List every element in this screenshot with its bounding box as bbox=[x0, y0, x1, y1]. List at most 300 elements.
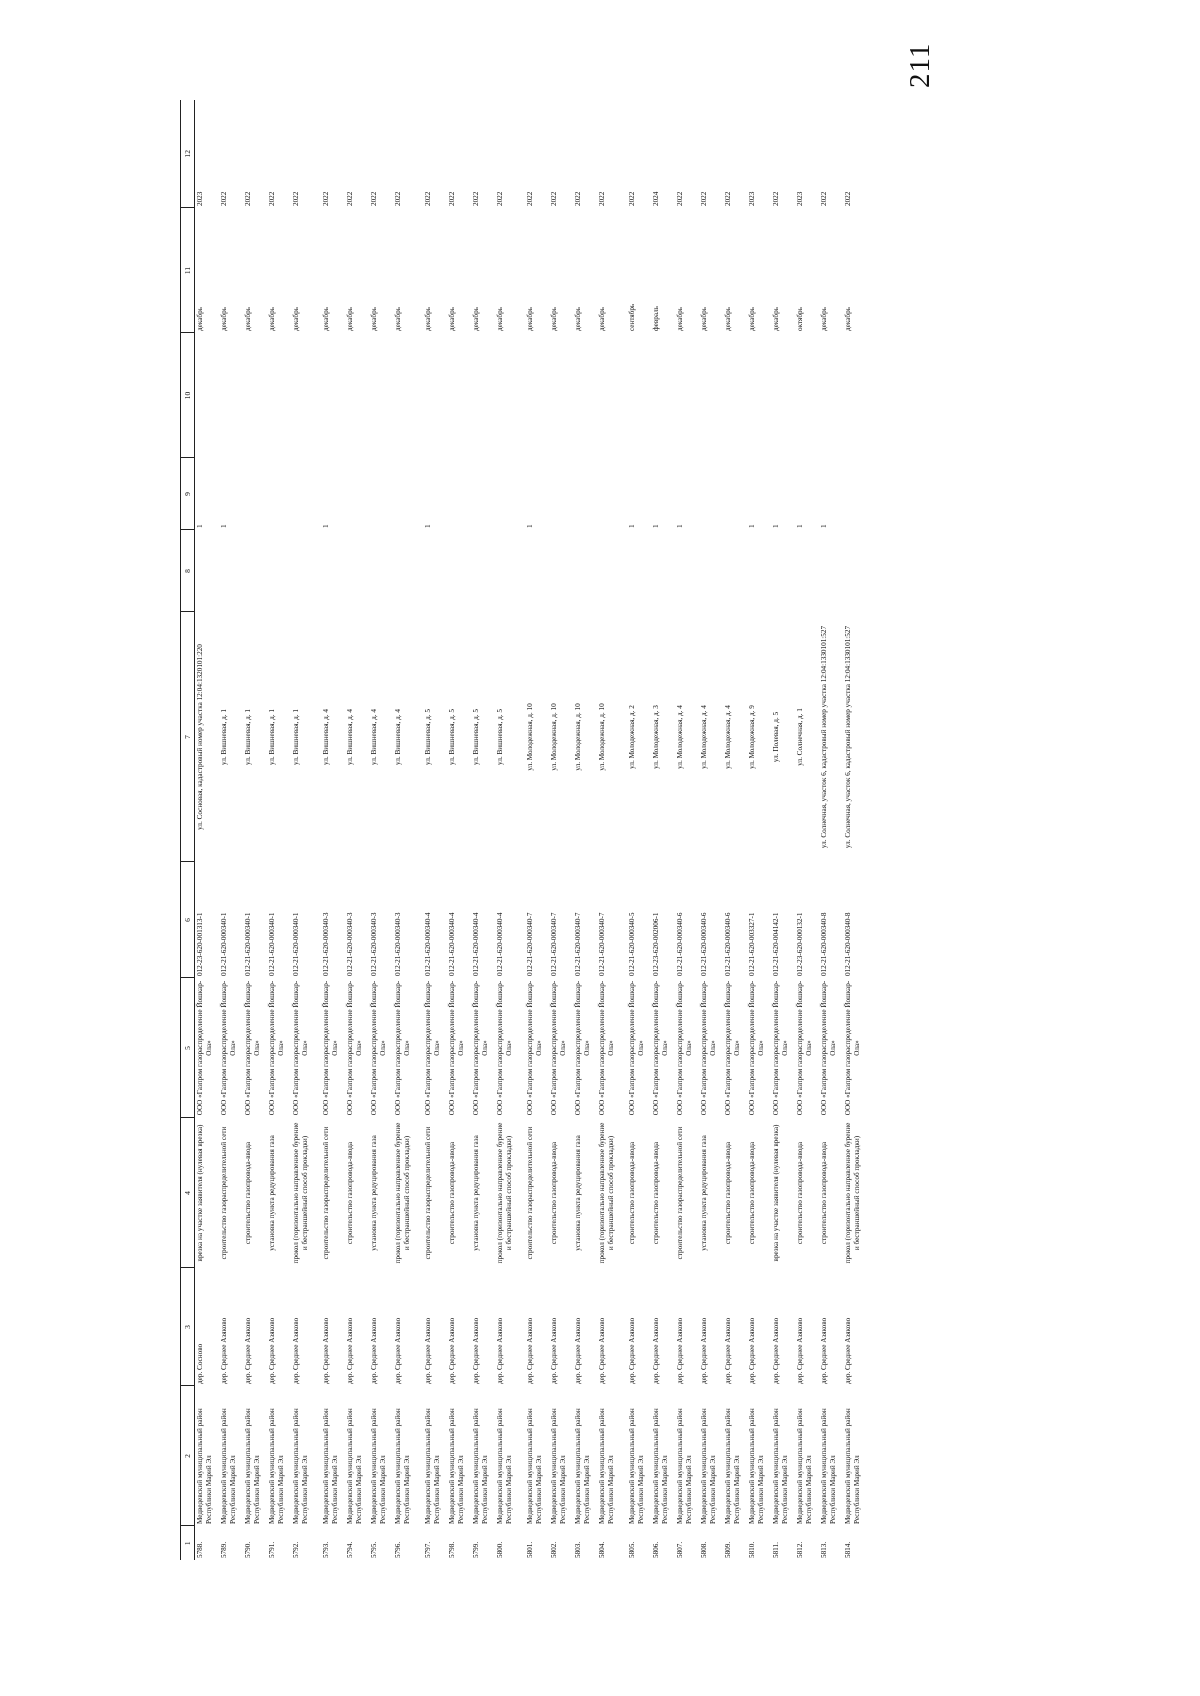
row-number: 5791. bbox=[268, 1541, 276, 1558]
table-row bbox=[417, 100, 447, 1560]
table-row bbox=[597, 100, 621, 1560]
year-cell: 2022 bbox=[292, 191, 300, 206]
year-cell: 2022 bbox=[472, 191, 480, 206]
district-cell: Медведевский муниципальный район Республики Марий Эл bbox=[346, 1408, 363, 1524]
address-cell: ул. Солнечная, участок 6, кадастровый номер участка 12:04:1330101:527 bbox=[844, 625, 852, 849]
year-cell: 2022 bbox=[598, 191, 606, 206]
work-type-cell: строительство газопровода-ввода bbox=[448, 1141, 456, 1245]
month-cell: декабрь bbox=[676, 307, 684, 331]
count-cell: 1 bbox=[796, 524, 804, 528]
table-row bbox=[843, 100, 867, 1560]
address-cell: ул. Полевая, д. 5 bbox=[772, 711, 780, 763]
table-row bbox=[369, 100, 393, 1560]
work-type-cell: установка пункта редуцирования газа bbox=[268, 1135, 276, 1251]
count-cell bbox=[843, 458, 867, 530]
column-10-cell bbox=[675, 333, 699, 458]
count-cell bbox=[573, 458, 597, 530]
table-row bbox=[447, 100, 471, 1560]
district-cell: Медведевский муниципальный район Республики Марий Эл bbox=[748, 1408, 765, 1524]
month-cell: декабрь bbox=[244, 307, 252, 331]
row-number: 5813. bbox=[820, 1541, 828, 1558]
row-number: 5792. bbox=[292, 1541, 300, 1558]
month-cell: декабрь bbox=[370, 307, 378, 331]
village-cell: дер. Среднее Азяково bbox=[598, 1317, 606, 1384]
row-number: 5800. bbox=[496, 1541, 504, 1558]
column-8-cell bbox=[345, 530, 369, 612]
count-cell bbox=[723, 458, 747, 530]
village-cell: дер. Среднее Азяково bbox=[346, 1317, 354, 1384]
village-cell: дер. Среднее Азяково bbox=[370, 1317, 378, 1384]
table-row bbox=[621, 100, 651, 1560]
year-cell: 2022 bbox=[322, 191, 330, 206]
application-code-cell: 012-21-620-000340-4 bbox=[448, 912, 456, 976]
row-number: 5811. bbox=[772, 1542, 780, 1558]
village-cell: дер. Среднее Азяково bbox=[844, 1317, 852, 1384]
organization-cell: ООО «Газпром газораспределение Йошкар-Ола» bbox=[268, 980, 285, 1116]
work-type-cell: врезка на участке заявителя (нулевая врезка) bbox=[772, 1124, 780, 1262]
column-8-cell bbox=[471, 530, 495, 612]
header-cell: 6 bbox=[181, 862, 195, 978]
header-cell: 9 bbox=[181, 458, 195, 530]
column-10-cell bbox=[345, 333, 369, 458]
column-10-cell bbox=[417, 333, 447, 458]
column-8-cell bbox=[699, 530, 723, 612]
village-cell: дер. Среднее Азяково bbox=[292, 1317, 300, 1384]
application-code-cell: 012-21-620-000340-1 bbox=[292, 912, 300, 976]
address-cell: ул. Молодежная, д. 10 bbox=[574, 703, 582, 771]
work-type-cell: строительство газораспределительной сети bbox=[322, 1126, 330, 1260]
column-8-cell bbox=[771, 530, 795, 612]
work-type-cell: установка пункта редуцирования газа bbox=[472, 1135, 480, 1251]
work-type-cell: строительство газораспределительной сети bbox=[424, 1126, 432, 1260]
district-cell: Медведевский муниципальный район Республики Марий Эл bbox=[652, 1408, 669, 1524]
application-code-cell: 012-21-620-003327-1 bbox=[748, 912, 756, 976]
district-cell: Медведевский муниципальный район Республики Марий Эл bbox=[220, 1408, 237, 1524]
count-cell bbox=[597, 458, 621, 530]
month-cell: декабрь bbox=[724, 307, 732, 331]
count-cell: 1 bbox=[628, 524, 636, 528]
organization-cell: ООО «Газпром газораспределение Йошкар-Ола» bbox=[796, 980, 813, 1116]
count-cell bbox=[291, 458, 315, 530]
year-cell: 2022 bbox=[346, 191, 354, 206]
row-number: 5807. bbox=[676, 1541, 684, 1558]
work-type-cell: строительство газораспределительной сети bbox=[676, 1126, 684, 1260]
application-code-cell: 012-21-620-000340-7 bbox=[574, 912, 582, 976]
header-cell: 5 bbox=[181, 978, 195, 1118]
work-type-cell: прокол (горизонтально направленное бурение и бестраншейный способ прокладки) bbox=[292, 1122, 309, 1264]
table-row bbox=[699, 100, 723, 1560]
column-8-cell bbox=[651, 530, 675, 612]
organization-cell: ООО «Газпром газораспределение Йошкар-Ола» bbox=[628, 980, 645, 1116]
village-cell: дер. Среднее Азяково bbox=[244, 1317, 252, 1384]
year-cell: 2022 bbox=[700, 191, 708, 206]
organization-cell: ООО «Газпром газораспределение Йошкар-Ола» bbox=[322, 980, 339, 1116]
application-code-cell: 012-21-620-000340-3 bbox=[394, 912, 402, 976]
count-cell: 1 bbox=[676, 524, 684, 528]
count-cell: 1 bbox=[196, 524, 204, 528]
count-cell: 1 bbox=[820, 524, 828, 528]
month-cell: декабрь bbox=[292, 307, 300, 331]
table-row bbox=[819, 100, 843, 1560]
application-code-cell: 012-21-620-000340-5 bbox=[628, 912, 636, 976]
village-cell: дер. Среднее Азяково bbox=[424, 1317, 432, 1384]
month-cell: декабрь bbox=[574, 307, 582, 331]
row-number: 5806. bbox=[652, 1541, 660, 1558]
column-8-cell bbox=[315, 530, 345, 612]
column-8-cell bbox=[597, 530, 621, 612]
row-number: 5810. bbox=[748, 1541, 756, 1558]
page-number: 211 bbox=[904, 42, 936, 88]
work-type-cell: прокол (горизонтально направленное бурение и бестраншейный способ прокладки) bbox=[394, 1122, 411, 1264]
count-cell bbox=[267, 458, 291, 530]
row-number: 5814. bbox=[844, 1541, 852, 1558]
row-number: 5802. bbox=[550, 1541, 558, 1558]
year-cell: 2022 bbox=[820, 191, 828, 206]
organization-cell: ООО «Газпром газораспределение Йошкар-Ола» bbox=[598, 980, 615, 1116]
column-8-cell bbox=[549, 530, 573, 612]
organization-cell: ООО «Газпром газораспределение Йошкар-Ола» bbox=[772, 980, 789, 1116]
month-cell: декабрь bbox=[844, 307, 852, 331]
column-8-cell bbox=[675, 530, 699, 612]
organization-cell: ООО «Газпром газораспределение Йошкар-Ола» bbox=[700, 980, 717, 1116]
month-cell: декабрь bbox=[472, 307, 480, 331]
address-cell: ул. Вишневая, д. 5 bbox=[472, 709, 480, 765]
row-number: 5812. bbox=[796, 1541, 804, 1558]
village-cell: дер. Среднее Азяково bbox=[748, 1317, 756, 1384]
column-8-cell bbox=[369, 530, 393, 612]
work-type-cell: строительство газопровода-ввода bbox=[724, 1141, 732, 1245]
month-cell: декабрь bbox=[700, 307, 708, 331]
year-cell: 2022 bbox=[676, 191, 684, 206]
address-cell: ул. Вишневая, д. 5 bbox=[496, 709, 504, 765]
organization-cell: ООО «Газпром газораспределение Йошкар-Ола» bbox=[724, 980, 741, 1116]
month-cell: февраль bbox=[652, 306, 660, 331]
address-cell: ул. Молодежная, д. 10 bbox=[550, 703, 558, 771]
organization-cell: ООО «Газпром газораспределение Йошкар-Ола» bbox=[472, 980, 489, 1116]
column-10-cell bbox=[471, 333, 495, 458]
year-cell: 2022 bbox=[724, 191, 732, 206]
month-cell: сентябрь bbox=[628, 303, 636, 331]
district-cell: Медведевский муниципальный район Республики Марий Эл bbox=[496, 1408, 513, 1524]
header-cell: 2 bbox=[181, 1386, 195, 1526]
column-8-cell bbox=[621, 530, 651, 612]
row-number: 5808. bbox=[700, 1541, 708, 1558]
month-cell: декабрь bbox=[268, 307, 276, 331]
village-cell: дер. Среднее Азяково bbox=[574, 1317, 582, 1384]
year-cell: 2022 bbox=[844, 191, 852, 206]
work-type-cell: прокол (горизонтально направленное бурение и бестраншейный способ прокладки) bbox=[598, 1122, 615, 1264]
district-cell: Медведевский муниципальный район Республики Марий Эл bbox=[700, 1408, 717, 1524]
column-10-cell bbox=[771, 333, 795, 458]
table-row bbox=[771, 100, 795, 1560]
organization-cell: ООО «Газпром газораспределение Йошкар-Ола» bbox=[220, 980, 237, 1116]
year-cell: 2022 bbox=[370, 191, 378, 206]
village-cell: дер. Среднее Азяково bbox=[472, 1317, 480, 1384]
column-8-cell bbox=[447, 530, 471, 612]
district-cell: Медведевский муниципальный район Республики Марий Эл bbox=[526, 1408, 543, 1524]
year-cell: 2023 bbox=[196, 191, 204, 206]
month-cell: декабрь bbox=[394, 307, 402, 331]
year-cell: 2022 bbox=[268, 191, 276, 206]
application-code-cell: 012-21-620-000340-7 bbox=[598, 912, 606, 976]
district-cell: Медведевский муниципальный район Республики Марий Эл bbox=[844, 1408, 861, 1524]
header-cell: 3 bbox=[181, 1268, 195, 1386]
row-number: 5794. bbox=[346, 1541, 354, 1558]
organization-cell: ООО «Газпром газораспределение Йошкар-Ола» bbox=[448, 980, 465, 1116]
table-row bbox=[651, 100, 675, 1560]
column-8-cell bbox=[495, 530, 519, 612]
column-8-cell bbox=[723, 530, 747, 612]
column-10-cell bbox=[291, 333, 315, 458]
count-cell bbox=[495, 458, 519, 530]
organization-cell: ООО «Газпром газораспределение Йошкар-Ола» bbox=[394, 980, 411, 1116]
column-8-cell bbox=[243, 530, 267, 612]
row-number: 5798. bbox=[448, 1541, 456, 1558]
count-cell bbox=[699, 458, 723, 530]
application-code-cell: 012-21-620-000340-3 bbox=[322, 912, 330, 976]
column-10-cell bbox=[597, 333, 621, 458]
year-cell: 2022 bbox=[448, 191, 456, 206]
year-cell: 2022 bbox=[550, 191, 558, 206]
address-cell: ул. Вишневая, д. 4 bbox=[346, 709, 354, 765]
application-code-cell: 012-21-620-000340-8 bbox=[820, 912, 828, 976]
application-code-cell: 012-21-620-000340-4 bbox=[472, 912, 480, 976]
count-cell: 1 bbox=[772, 524, 780, 528]
application-code-cell: 012-21-620-000340-6 bbox=[676, 912, 684, 976]
count-cell bbox=[393, 458, 417, 530]
column-10-cell bbox=[219, 333, 243, 458]
column-8-cell bbox=[819, 530, 843, 612]
month-cell: декабрь bbox=[748, 307, 756, 331]
row-number: 5797. bbox=[424, 1541, 432, 1558]
application-code-cell: 012-21-620-000340-4 bbox=[424, 912, 432, 976]
address-cell: ул. Вишневая, д. 5 bbox=[424, 709, 432, 765]
table-row bbox=[195, 100, 220, 1560]
row-number: 5796. bbox=[394, 1541, 402, 1558]
address-cell: ул. Вишневая, д. 1 bbox=[244, 709, 252, 765]
district-cell: Медведевский муниципальный район Республики Марий Эл bbox=[196, 1408, 213, 1524]
year-cell: 2022 bbox=[424, 191, 432, 206]
month-cell: декабрь bbox=[526, 307, 534, 331]
application-code-cell: 012-21-620-000340-3 bbox=[370, 912, 378, 976]
table-header-row bbox=[181, 100, 195, 1560]
year-cell: 2022 bbox=[220, 191, 228, 206]
column-8-cell bbox=[417, 530, 447, 612]
village-cell: дер. Среднее Азяково bbox=[796, 1317, 804, 1384]
organization-cell: ООО «Газпром газораспределение Йошкар-Ола» bbox=[748, 980, 765, 1116]
organization-cell: ООО «Газпром газораспределение Йошкар-Ола» bbox=[370, 980, 387, 1116]
column-10-cell bbox=[393, 333, 417, 458]
year-cell: 2022 bbox=[772, 191, 780, 206]
column-8-cell bbox=[393, 530, 417, 612]
count-cell: 1 bbox=[652, 524, 660, 528]
year-cell: 2023 bbox=[796, 191, 804, 206]
application-code-cell: 012-21-620-000340-1 bbox=[220, 912, 228, 976]
column-10-cell bbox=[795, 333, 819, 458]
count-cell bbox=[345, 458, 369, 530]
row-number: 5795. bbox=[370, 1541, 378, 1558]
address-cell: ул. Вишневая, д. 5 bbox=[448, 709, 456, 765]
column-10-cell bbox=[267, 333, 291, 458]
organization-cell: ООО «Газпром газораспределение Йошкар-Ола» bbox=[496, 980, 513, 1116]
column-8-cell bbox=[747, 530, 771, 612]
address-cell: ул. Молодежная, д. 3 bbox=[652, 705, 660, 769]
district-cell: Медведевский муниципальный район Республики Марий Эл bbox=[628, 1408, 645, 1524]
row-number: 5803. bbox=[574, 1541, 582, 1558]
rotated-page-content bbox=[180, 100, 1050, 1560]
row-number: 5804. bbox=[598, 1541, 606, 1558]
row-number: 5801. bbox=[526, 1541, 534, 1558]
address-cell: ул. Молодежная, д. 2 bbox=[628, 705, 636, 769]
district-cell: Медведевский муниципальный район Республики Марий Эл bbox=[448, 1408, 465, 1524]
village-cell: дер. Среднее Азяково bbox=[526, 1317, 534, 1384]
application-code-cell: 012-21-620-000340-6 bbox=[724, 912, 732, 976]
table-row bbox=[549, 100, 573, 1560]
address-cell: ул. Сосновая, кадастровый номер участка 12:04:1320101:220 bbox=[196, 644, 204, 830]
organization-cell: ООО «Газпром газораспределение Йошкар-Ола» bbox=[526, 980, 543, 1116]
organization-cell: ООО «Газпром газораспределение Йошкар-Ола» bbox=[196, 980, 213, 1116]
row-number: 5790. bbox=[244, 1541, 252, 1558]
table-row bbox=[471, 100, 495, 1560]
table-row bbox=[315, 100, 345, 1560]
district-cell: Медведевский муниципальный район Республики Марий Эл bbox=[796, 1408, 813, 1524]
column-10-cell bbox=[747, 333, 771, 458]
table-row bbox=[573, 100, 597, 1560]
village-cell: дер. Среднее Азяково bbox=[820, 1317, 828, 1384]
table-row bbox=[747, 100, 771, 1560]
year-cell: 2022 bbox=[526, 191, 534, 206]
district-cell: Медведевский муниципальный район Республики Марий Эл bbox=[472, 1408, 489, 1524]
count-cell bbox=[447, 458, 471, 530]
district-cell: Медведевский муниципальный район Республики Марий Эл bbox=[370, 1408, 387, 1524]
application-code-cell: 012-21-620-000340-4 bbox=[496, 912, 504, 976]
year-cell: 2022 bbox=[496, 191, 504, 206]
application-code-cell: 012-21-620-000340-3 bbox=[346, 912, 354, 976]
application-code-cell: 012-21-620-004142-1 bbox=[772, 912, 780, 976]
table-row bbox=[267, 100, 291, 1560]
organization-cell: ООО «Газпром газораспределение Йошкар-Ола» bbox=[820, 980, 837, 1116]
village-cell: дер. Среднее Азяково bbox=[322, 1317, 330, 1384]
village-cell: дер. Сосново bbox=[196, 1343, 204, 1384]
column-8-cell bbox=[795, 530, 819, 612]
application-code-cell: 012-21-620-000340-6 bbox=[700, 912, 708, 976]
count-cell: 1 bbox=[748, 524, 756, 528]
village-cell: дер. Среднее Азяково bbox=[496, 1317, 504, 1384]
organization-cell: ООО «Газпром газораспределение Йошкар-Ола» bbox=[346, 980, 363, 1116]
row-number: 5805. bbox=[628, 1541, 636, 1558]
organization-cell: ООО «Газпром газораспределение Йошкар-Ола» bbox=[424, 980, 441, 1116]
column-8-cell bbox=[219, 530, 243, 612]
address-cell: ул. Вишневая, д. 4 bbox=[394, 709, 402, 765]
gasification-table bbox=[180, 100, 867, 1560]
application-code-cell: 012-21-620-000340-7 bbox=[526, 912, 534, 976]
header-cell: 1 bbox=[181, 1526, 195, 1560]
address-cell: ул. Молодежная, д. 4 bbox=[700, 705, 708, 769]
row-number: 5789. bbox=[220, 1541, 228, 1558]
count-cell: 1 bbox=[424, 524, 432, 528]
header-cell: 10 bbox=[181, 333, 195, 458]
address-cell: ул. Молодежная, д. 10 bbox=[526, 703, 534, 771]
address-cell: ул. Молодежная, д. 4 bbox=[676, 705, 684, 769]
table-row bbox=[393, 100, 417, 1560]
work-type-cell: прокол (горизонтально направленное бурение и бестраншейный способ прокладки) bbox=[496, 1122, 513, 1264]
column-10-cell bbox=[651, 333, 675, 458]
count-cell: 1 bbox=[526, 524, 534, 528]
village-cell: дер. Среднее Азяково bbox=[700, 1317, 708, 1384]
district-cell: Медведевский муниципальный район Республики Марий Эл bbox=[598, 1408, 615, 1524]
village-cell: дер. Среднее Азяково bbox=[268, 1317, 276, 1384]
table-body bbox=[195, 100, 868, 1560]
column-10-cell bbox=[243, 333, 267, 458]
district-cell: Медведевский муниципальный район Республики Марий Эл bbox=[820, 1408, 837, 1524]
count-cell: 1 bbox=[322, 524, 330, 528]
table-row bbox=[723, 100, 747, 1560]
table-row bbox=[291, 100, 315, 1560]
year-cell: 2023 bbox=[748, 191, 756, 206]
month-cell: декабрь bbox=[772, 307, 780, 331]
district-cell: Медведевский муниципальный район Республики Марий Эл bbox=[676, 1408, 693, 1524]
district-cell: Медведевский муниципальный район Республики Марий Эл bbox=[424, 1408, 441, 1524]
column-8-cell bbox=[267, 530, 291, 612]
address-cell: ул. Вишневая, д. 1 bbox=[292, 709, 300, 765]
application-code-cell: 012-23-620-002006-1 bbox=[652, 912, 660, 976]
year-cell: 2022 bbox=[628, 191, 636, 206]
header-cell: 8 bbox=[181, 530, 195, 612]
district-cell: Медведевский муниципальный район Республики Марий Эл bbox=[574, 1408, 591, 1524]
month-cell: декабрь bbox=[448, 307, 456, 331]
village-cell: дер. Среднее Азяково bbox=[724, 1317, 732, 1384]
organization-cell: ООО «Газпром газораспределение Йошкар-Ола» bbox=[652, 980, 669, 1116]
year-cell: 2022 bbox=[574, 191, 582, 206]
village-cell: дер. Среднее Азяково bbox=[394, 1317, 402, 1384]
column-10-cell bbox=[573, 333, 597, 458]
work-type-cell: строительство газопровода-ввода bbox=[652, 1141, 660, 1245]
application-code-cell: 012-21-620-000340-7 bbox=[550, 912, 558, 976]
header-cell: 4 bbox=[181, 1118, 195, 1268]
column-10-cell bbox=[699, 333, 723, 458]
table-row bbox=[675, 100, 699, 1560]
organization-cell: ООО «Газпром газораспределение Йошкар-Ола» bbox=[676, 980, 693, 1116]
district-cell: Медведевский муниципальный район Республики Марий Эл bbox=[322, 1408, 339, 1524]
column-10-cell bbox=[843, 333, 867, 458]
application-code-cell: 012-23-620-001313-1 bbox=[196, 912, 204, 976]
organization-cell: ООО «Газпром газораспределение Йошкар-Ола» bbox=[844, 980, 861, 1116]
district-cell: Медведевский муниципальный район Республики Марий Эл bbox=[292, 1408, 309, 1524]
column-8-cell bbox=[843, 530, 867, 612]
column-10-cell bbox=[369, 333, 393, 458]
count-cell bbox=[549, 458, 573, 530]
district-cell: Медведевский муниципальный район Республики Марий Эл bbox=[244, 1408, 261, 1524]
header-cell: 7 bbox=[181, 612, 195, 862]
column-10-cell bbox=[495, 333, 519, 458]
year-cell: 2022 bbox=[394, 191, 402, 206]
month-cell: декабрь bbox=[322, 307, 330, 331]
work-type-cell: установка пункта редуцирования газа bbox=[574, 1135, 582, 1251]
header-cell: 12 bbox=[181, 100, 195, 208]
work-type-cell: строительство газопровода-ввода bbox=[244, 1141, 252, 1245]
work-type-cell: установка пункта редуцирования газа bbox=[370, 1135, 378, 1251]
count-cell: 1 bbox=[220, 524, 228, 528]
village-cell: дер. Среднее Азяково bbox=[628, 1317, 636, 1384]
work-type-cell: врезка на участке заявителя (нулевая врезка) bbox=[196, 1124, 204, 1262]
village-cell: дер. Среднее Азяково bbox=[448, 1317, 456, 1384]
row-number: 5799. bbox=[472, 1541, 480, 1558]
count-cell bbox=[369, 458, 393, 530]
month-cell: декабрь bbox=[550, 307, 558, 331]
table-row bbox=[345, 100, 369, 1560]
district-cell: Медведевский муниципальный район Республики Марий Эл bbox=[724, 1408, 741, 1524]
work-type-cell: строительство газопровода-ввода bbox=[748, 1141, 756, 1245]
